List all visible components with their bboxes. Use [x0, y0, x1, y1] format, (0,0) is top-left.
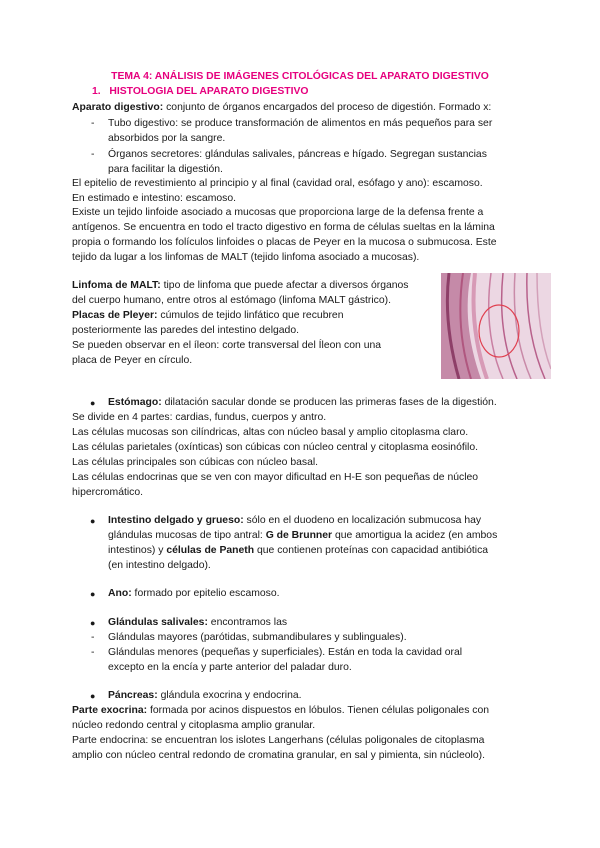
text-line: posteriormente las paredes del intestino delgado. — [72, 325, 300, 336]
list-line: Glándulas menores (pequeñas y superficiales). Están en toda la cavidad oral — [108, 647, 463, 658]
list-item — [108, 645, 528, 675]
text-line: Parte endocrina: se encuentran los islotes Langerhans (células poligonales de citoplasma — [72, 735, 485, 746]
dash-marker: - — [91, 149, 95, 160]
text-line: (en intestino delgado). — [108, 560, 211, 571]
text-fragment: que contienen proteínas con capacidad antibiótica — [254, 545, 489, 556]
text-line: glándula exocrina y endocrina. — [157, 690, 302, 701]
text-line: Se divide en 4 partes: cardias, fundus, cuerpos y antro. — [72, 412, 327, 423]
page-title: TEMA 4: ANÁLISIS DE IMÁGENES CITOLÓGICAS DEL APARATO DIGESTIVO — [111, 71, 489, 82]
bullet-marker: ● — [90, 516, 96, 526]
epitelio-paragraph — [72, 176, 532, 206]
histology-image — [441, 273, 551, 379]
glandulas-heading — [108, 615, 528, 630]
list-line: excepto en la encía y parte anterior del paladar duro. — [108, 662, 352, 673]
dash-marker: - — [91, 647, 95, 658]
aparato-paragraph — [72, 100, 532, 115]
text-line: placa de Peyer en círculo. — [72, 355, 193, 366]
text-line: núcleo redondo central y citoplasma amplio granular. — [72, 720, 316, 731]
bullet-marker: ● — [90, 691, 96, 701]
bullet-marker: ● — [90, 398, 96, 408]
text-fragment: intestinos) y — [108, 545, 167, 556]
text-line: formado por epitelio escamoso. — [131, 588, 280, 599]
peyer-paragraph — [72, 308, 432, 368]
intestino-term: Intestino delgado y grueso: — [108, 515, 244, 526]
text-line: dilatación sacular donde se producen las primeras fases de la digestión. — [161, 397, 497, 408]
text-line: encontramos las — [207, 617, 288, 628]
section-number: 1. — [92, 86, 101, 97]
aparato-text: conjunto de órganos encargados del proceso de digestión. Formado x: — [163, 102, 492, 113]
text-line: Las células endocrinas que se ven con mayor dificultad en H-E son pequeñas de núcleo — [72, 472, 479, 483]
text-line: Las células parietales (oxínticas) son cúbicas con núcleo central y citoplasma eosinófilo. — [72, 442, 479, 453]
text-line: El epitelio de revestimiento al principio y al final (cavidad oral, esófago y ano): escamoso. — [72, 178, 483, 189]
text-line: Existe un tejido linfoide asociado a mucosas que proporciona large de la defensa frente a — [72, 207, 484, 218]
peyer-term: Placas de Pleyer: — [72, 310, 158, 321]
bullet-marker: ● — [90, 618, 96, 628]
pancreas-paragraph — [72, 703, 532, 763]
text-line: antígenos. Se encuentra en todo el tracto digestivo en forma de células sueltas en la lámina — [72, 222, 495, 233]
text-line: amplio con núcleo central redondo de cromatina granular, en sal y pimienta, sin núcleolo). — [72, 750, 485, 761]
list-item — [108, 630, 528, 645]
malt-term: Linfoma de MALT: — [72, 280, 161, 291]
ano-paragraph — [108, 586, 528, 601]
dash-marker: - — [91, 118, 95, 129]
intestino-paragraph — [108, 513, 528, 573]
estomago-paragraph — [72, 410, 532, 500]
linfoide-paragraph — [72, 205, 532, 265]
text-line: cúmulos de tejido linfático que recubren — [157, 310, 344, 321]
list-line: Tubo digestivo: se produce transformación de alimentos en más pequeños para ser — [108, 118, 493, 129]
text-fragment: glándulas mucosas de tipo antral: — [108, 530, 266, 541]
text-line: formada por acinos dispuestos en lóbulos. Tienen células poligonales con — [147, 705, 490, 716]
text-line: En estimado e intestino: escamoso. — [72, 193, 237, 204]
list-line: Órganos secretores: glándulas salivales, páncreas e hígado. Segregan sustancias — [108, 149, 487, 160]
pancreas-term: Páncreas: — [108, 690, 158, 701]
ileum-micrograph — [441, 273, 551, 379]
aparato-term: Aparato digestivo: — [72, 102, 164, 113]
pancreas-heading — [108, 688, 528, 703]
list-line: para facilitar la digestión. — [108, 164, 223, 175]
text-line: Las células principales son cúbicas con núcleo basal. — [72, 457, 319, 468]
text-fragment: que amortigua la acidez (en ambos — [332, 530, 498, 541]
text-line: propia o formando los folículos linfoides o placas de Peyer en la mucosa o submucosa. Este — [72, 237, 497, 248]
estomago-heading — [108, 395, 558, 410]
glandulas-term: Glándulas salivales: — [108, 617, 208, 628]
list-line: Glándulas mayores (parótidas, submandibulares y sublinguales). — [108, 632, 407, 643]
paneth-term: células de Paneth — [166, 545, 255, 556]
text-line: Se pueden observar en el íleon: corte transversal del Íleon con una — [72, 340, 382, 351]
text-line: tejido da lugar a los linfomas de MALT (tejido linfoma asociado a mucosas). — [72, 252, 420, 263]
ano-term: Ano: — [108, 588, 132, 599]
text-line: hipercromático. — [72, 487, 144, 498]
malt-paragraph — [72, 278, 432, 308]
dash-marker: - — [91, 632, 95, 643]
brunner-term: G de Brunner — [265, 530, 333, 541]
text-line: sólo en el duodeno en localización submucosa hay — [243, 515, 482, 526]
section-heading — [92, 84, 309, 99]
text-line: Las células mucosas son cilíndricas, altas con núcleo basal y amplio citoplasma claro. — [72, 427, 469, 438]
section-label: HISTOLOGIA DEL APARATO DIGESTIVO — [109, 86, 309, 97]
estomago-term: Estómago: — [108, 397, 162, 408]
list-item — [108, 116, 528, 146]
text-line: del cuerpo humano, entre otros al estómago (linfoma MALT gástrico). — [72, 295, 391, 306]
list-item — [108, 147, 528, 177]
text-line: tipo de linfoma que puede afectar a diversos órganos — [160, 280, 409, 291]
list-line: absorbidos por la sangre. — [108, 133, 226, 144]
bullet-marker: ● — [90, 589, 96, 599]
exocrina-term: Parte exocrina: — [72, 705, 148, 716]
